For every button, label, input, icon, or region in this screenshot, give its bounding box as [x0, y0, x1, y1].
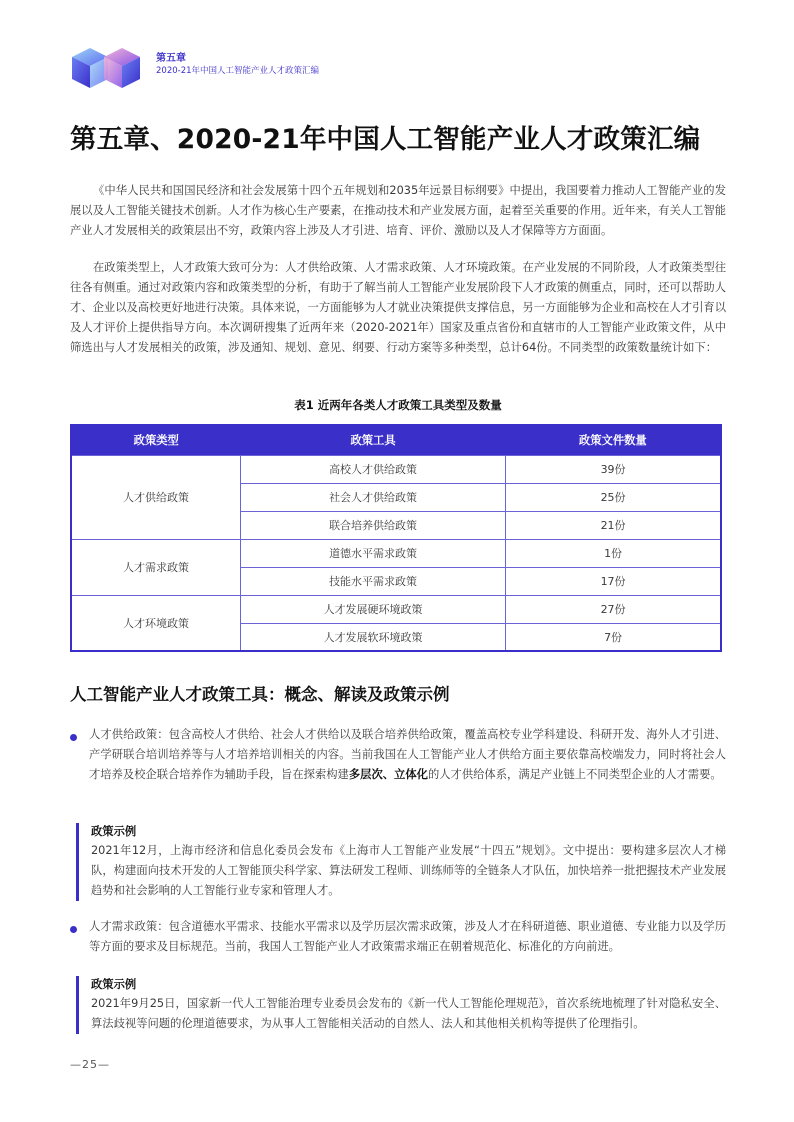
bullet-bold-text: 多层次、立体化 — [348, 768, 428, 781]
table-row — [71, 539, 721, 567]
policy-tool-cell: 技能水平需求政策 — [240, 567, 505, 595]
intro-paragraph-1: 《中华人民共和国国民经济和社会发展第十四个五年规划和2035年远景目标纲要》中提出，我国要着力推动人工智能产业的发展以及人工智能关键技术创新。人才作为核心生产要素，在推动技术和产业发展方面，起着至关重要的作用。近年来，有关人工智能产业人才发展相关的政策层出不穷，政策内容上涉及人才引进、培育、评价、激励以及人才保障等方方面面。 — [70, 184, 726, 237]
cube-logo-icon — [70, 44, 150, 92]
policy-count-cell: 17份 — [506, 567, 721, 595]
policy-tool-cell: 社会人才供给政策 — [240, 483, 505, 511]
table-header-cell: 政策文件数量 — [506, 425, 721, 455]
policy-type-cell: 人才需求政策 — [71, 539, 240, 595]
policy-tool-cell: 高校人才供给政策 — [240, 455, 505, 483]
table-row — [71, 455, 721, 483]
page-number-value: 25 — [82, 1058, 98, 1071]
policy-count-cell: 27份 — [506, 595, 721, 623]
bullet-text — [89, 725, 726, 785]
header-subtitle: 2020-21年中国人工智能产业人才政策汇编 — [156, 66, 320, 76]
policy-tool-cell: 人才发展软环境政策 — [240, 623, 505, 651]
policy-count-cell: 7份 — [506, 623, 721, 651]
intro-paragraph-2: 在政策类型上，人才政策大致可分为：人才供给政策、人才需求政策、人才环境政策。在产业发展的不同阶段，人才政策类型往往各有侧重。通过对政策内容和政策类型的分析，有助于了解当前人工智能产业发展阶段下人才政策的侧重点，同时，还可以帮助人才、企业以及高校更好地进行决策。具体来说，一方面能够为人才就业决策提供支撑信息，另一方面能够为企业和高校在人才引育以及人才评价上提供指导方向。本次调研搜集了近两年来（2020-2021年）国家及重点省份和直辖市的人工智能产业政策文件，从中筛选出与人才发展相关的政策，涉及通知、规划、意见、纲要、行动方案等多种类型，总计64份。不同类型的政策数量统计如下： — [70, 261, 726, 354]
bullet-supply-policy — [70, 725, 726, 785]
policy-count-cell: 1份 — [506, 539, 721, 567]
example-text: 2021年9月25日，国家新一代人工智能治理专业委员会发布的《新一代人工智能伦理规范》，首次系统地梳理了针对隐私安全、算法歧视等问题的伦理道德要求，为从事人工智能相关活动的自然人、法人和其他相关机构等提供了伦理指引。 — [91, 997, 726, 1030]
bullet-text-part: 的人才供给体系，满足产业链上不同类型企业的人才需要。 — [427, 768, 722, 781]
policy-example-2 — [76, 976, 726, 1034]
table-header-cell: 政策工具 — [240, 425, 505, 455]
policy-tool-cell: 人才发展硬环境政策 — [240, 595, 505, 623]
policy-example-1 — [76, 823, 726, 901]
header-chapter: 第五章 — [156, 53, 186, 64]
example-title: 政策示例 — [91, 825, 137, 838]
bullet-dot-icon — [70, 734, 77, 741]
policy-tool-cell: 道德水平需求政策 — [240, 539, 505, 567]
section-title: 人工智能产业人才政策工具：概念、解读及政策示例 — [70, 685, 450, 704]
policy-tool-cell: 联合培养供给政策 — [240, 511, 505, 539]
bullet-text: 人才需求政策：包含道德水平需求、技能水平需求以及学历层次需求政策，涉及人才在科研道德、职业道德、专业能力以及学历等方面的要求及目标规范。当前，我国人工智能产业人才政策需求端正在朝着规范化、标准化的方向前进。 — [89, 920, 726, 953]
page-number: —25— — [70, 1058, 110, 1071]
example-text: 2021年12月，上海市经济和信息化委员会发布《上海市人工智能产业发展“十四五”规划》。文中提出：要构建多层次人才梯队，构建面向技术开发的人工智能顶尖科学家、算法研发工程师、训练师等的全链条人才队伍，加快培养一批把握技术产业发展趋势和社会影响的人工智能行业专家和管理人才。 — [91, 844, 726, 897]
example-title: 政策示例 — [91, 978, 137, 991]
policy-count-cell: 21份 — [506, 511, 721, 539]
policy-table — [70, 424, 722, 652]
page-header — [70, 44, 470, 92]
table-caption: 表1 近两年各类人才政策工具类型及数量 — [294, 398, 502, 412]
header-text — [156, 52, 319, 77]
bullet-dot-icon — [70, 926, 77, 933]
policy-count-cell: 25份 — [506, 483, 721, 511]
policy-type-cell: 人才供给政策 — [71, 455, 240, 539]
table-row — [71, 595, 721, 623]
bullet-text-part: 人才供给政策：包含高校人才供给、社会人才供给以及联合培养供给政策，覆盖高校专业学科建设、科研开发、海外人才引进、产学研联合培训培养等与人才培养培训相关的内容。当前我国在人工智能产业人才供给方面主要依靠高校端发力，同时将社会人才培养及校企联合培养作为辅助手段，旨在探索构建 — [89, 728, 726, 781]
policy-count-cell: 39份 — [506, 455, 721, 483]
policy-type-cell: 人才环境政策 — [71, 595, 240, 651]
page-title: 第五章、2020-21年中国人工智能产业人才政策汇编 — [70, 124, 701, 155]
table-header-row — [71, 425, 721, 455]
table-header-cell: 政策类型 — [71, 425, 240, 455]
bullet-demand-policy — [70, 917, 726, 957]
